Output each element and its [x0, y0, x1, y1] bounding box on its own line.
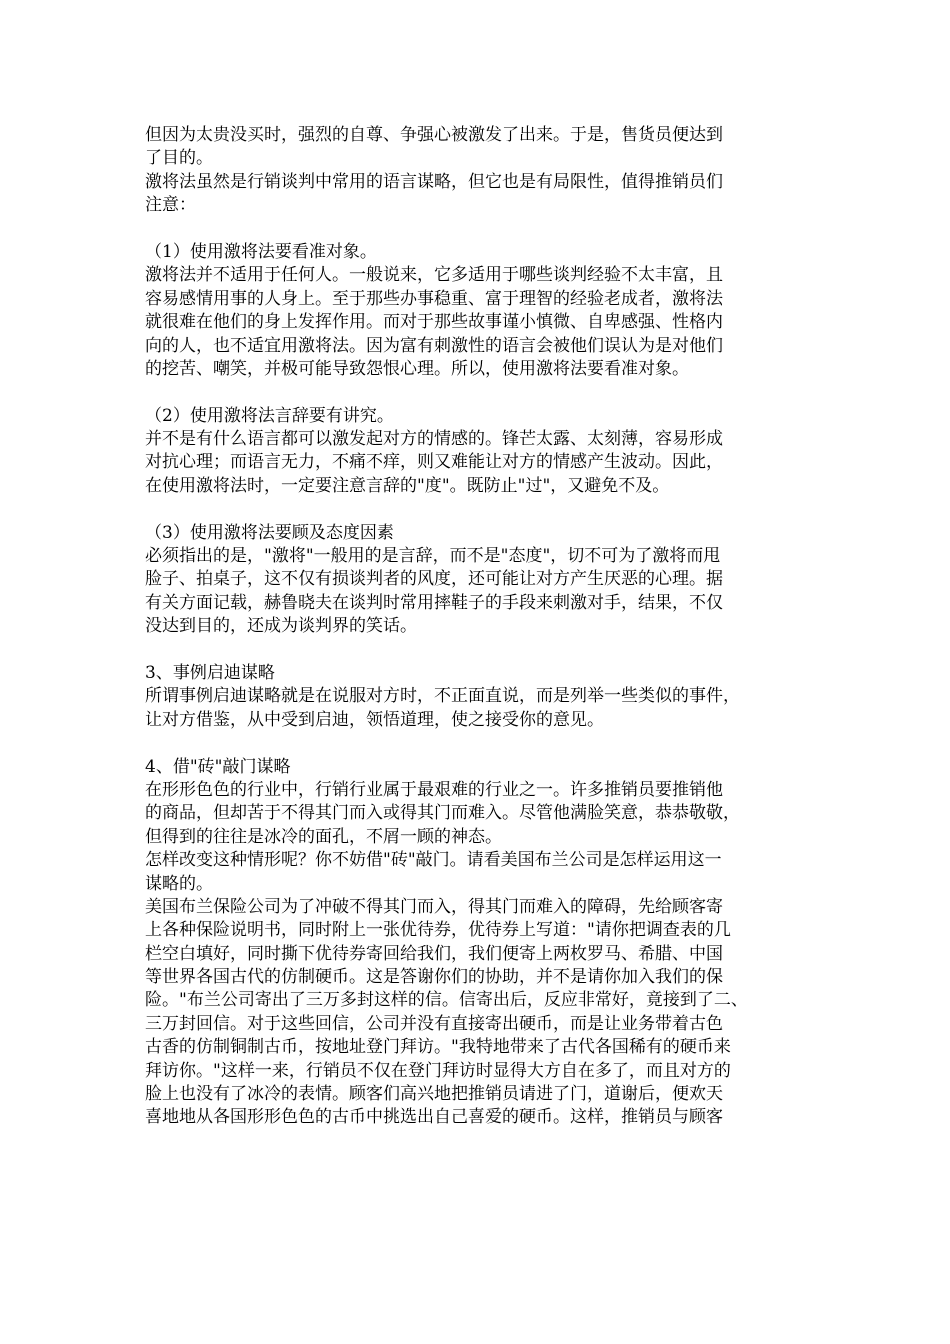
text-line: 并不是有什么语言都可以激发起对方的情感的。锋芒太露、太刻薄，容易形成 [145, 429, 723, 450]
text-line: 等世界各国古代的仿制硬币。这是答谢你们的协助，并不是请你加入我们的保 [145, 967, 723, 988]
text-line: 拜访你。"这样一来，行销员不仅在登门拜访时显得大方自在多了，而且对方的 [145, 1060, 731, 1081]
text-line: 脸上也没有了冰冷的表情。顾客们高兴地把推销员请进了门，道谢后，便欢天 [145, 1084, 723, 1105]
text-line: 向的人，也不适宜用激将法。因为富有刺激性的语言会被他们误认为是对他们 [145, 335, 723, 356]
text-line: 注意： [145, 195, 196, 216]
text-line: 险。"布兰公司寄出了三万多封这样的信。信寄出后，反应非常好，竟接到了二、 [145, 990, 748, 1011]
text-line: 容易感情用事的人身上。至于那些办事稳重、富于理智的经验老成者，激将法 [145, 288, 723, 309]
section-heading: （2）使用激将法言辞要有讲究。 [145, 405, 394, 426]
text-line: 谋略的。 [145, 873, 213, 894]
blank-line [145, 381, 815, 404]
text-line: 上各种保险说明书，同时附上一张优待券，优待券上写道："请你把调查表的几 [145, 920, 731, 941]
text-line: 激将法并不适用于任何人。一般说来，它多适用于哪些谈判经验不太丰富，且 [145, 265, 723, 286]
text-line: 就很难在他们的身上发挥作用。而对于那些故事谨小慎微、自卑感强、性格内 [145, 312, 723, 333]
text-line: 激将法虽然是行销谈判中常用的语言谋略，但它也是有局限性，值得推销员们 [145, 171, 723, 192]
text-line: 怎样改变这种情形呢？你不妨借"砖"敲门。请看美国布兰公司是怎样运用这一 [145, 850, 722, 871]
text-line: 在形形色色的行业中，行销行业属于最艰难的行业之一。许多推销员要推销他 [145, 779, 723, 800]
section-heading: （1）使用激将法要看准对象。 [145, 241, 377, 262]
blank-line [145, 639, 815, 662]
section-heading: 3、事例启迪谋略 [145, 662, 275, 683]
text-line: 三万封回信。对于这些回信，公司并没有直接寄出硬币，而是让业务带着古色 [145, 1013, 723, 1034]
text-line: 必须指出的是，"激将"一般用的是言辞，而不是"态度"，切不可为了激将而甩 [145, 546, 721, 567]
text-line: 了目的。 [145, 148, 213, 169]
text-line: 古香的仿制铜制古币，按地址登门拜访。"我特地带来了古代各国稀有的硬币来 [145, 1037, 731, 1058]
text-line: 所谓事例启迪谋略就是在说服对方时，不正面直说，而是列举一些类似的事件， [145, 686, 740, 707]
document-body [145, 124, 815, 1130]
text-line: 脸子、拍桌子，这不仅有损谈判者的风度，还可能让对方产生厌恶的心理。据 [145, 569, 723, 590]
text-line: 喜地地从各国形形色色的古币中挑选出自己喜爱的硬币。这样，推销员与顾客 [145, 1107, 723, 1128]
text-line: 的挖苦、嘲笑，并极可能导致怨恨心理。所以，使用激将法要看准对象。 [145, 358, 689, 379]
text-line: 但因为太贵没买时，强烈的自尊、争强心被激发了出来。于是，售货员便达到 [145, 125, 723, 145]
blank-line [145, 218, 815, 241]
section-heading: 4、借"砖"敲门谋略 [145, 756, 291, 777]
text-line: 有关方面记载，赫鲁晓夫在谈判时常用摔鞋子的手段来刺激对手，结果，不仅 [145, 592, 723, 613]
section-heading: （3）使用激将法要顾及态度因素 [145, 522, 394, 543]
text-line: 没达到目的，还成为谈判界的笑话。 [145, 616, 417, 637]
text-line: 对抗心理；而语言无力，不痛不痒，则又难能让对方的情感产生波动。因此， [145, 452, 723, 473]
text-line: 美国布兰保险公司为了冲破不得其门而入，得其门而难入的障碍，先给顾客寄 [145, 896, 723, 917]
text-line: 让对方借鉴，从中受到启迪，领悟道理，使之接受你的意见。 [145, 709, 604, 730]
text-line: 栏空白填好，同时撕下优待券寄回给我们，我们便寄上两枚罗马、希腊、中国 [145, 943, 723, 964]
text-line: 但得到的往往是冰冷的面孔，不屑一顾的神态。 [145, 826, 502, 847]
text-line: 在使用激将法时，一定要注意言辞的"度"。既防止"过"，又避免不及。 [145, 475, 670, 496]
blank-line [145, 732, 815, 755]
text-line: 的商品，但却苦于不得其门而入或得其门而难入。尽管他满脸笑意，恭恭敬敬， [145, 803, 740, 824]
blank-line [145, 498, 815, 521]
